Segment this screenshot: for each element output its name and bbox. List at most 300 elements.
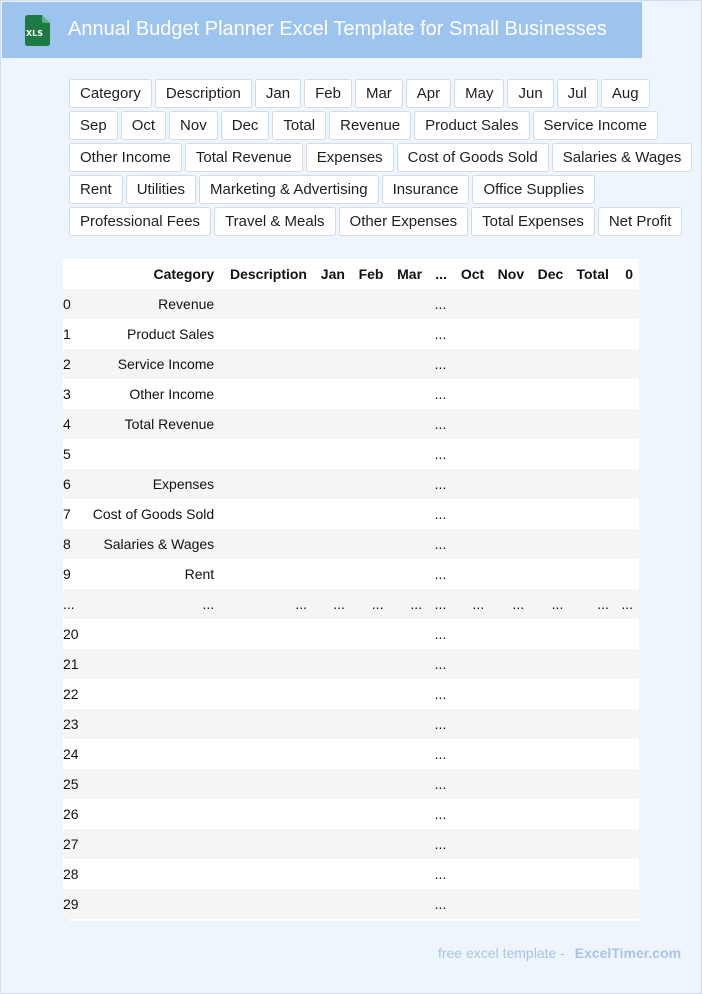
table-cell[interactable] bbox=[490, 349, 530, 379]
table-cell[interactable] bbox=[313, 859, 351, 889]
table-cell[interactable] bbox=[313, 649, 351, 679]
table-cell[interactable]: Other Income bbox=[85, 379, 221, 409]
table-cell[interactable] bbox=[490, 379, 530, 409]
table-cell[interactable] bbox=[453, 319, 490, 349]
table-cell[interactable] bbox=[490, 619, 530, 649]
table-cell[interactable] bbox=[220, 889, 313, 919]
table-cell[interactable]: ... bbox=[428, 649, 453, 679]
table-cell[interactable] bbox=[615, 739, 639, 769]
table-cell[interactable] bbox=[615, 379, 639, 409]
row-index: 9 bbox=[63, 559, 85, 589]
table-cell[interactable] bbox=[490, 649, 530, 679]
table-cell[interactable] bbox=[313, 499, 351, 529]
table-cell[interactable] bbox=[389, 469, 428, 499]
table-cell[interactable] bbox=[85, 859, 221, 889]
field-tag[interactable]: Dec bbox=[221, 111, 270, 140]
data-table-container[interactable] bbox=[63, 259, 639, 921]
field-tag[interactable]: Sep bbox=[69, 111, 118, 140]
table-cell[interactable] bbox=[530, 769, 569, 799]
table-cell[interactable] bbox=[530, 529, 569, 559]
field-tag[interactable]: Jun bbox=[507, 79, 553, 108]
table-cell[interactable] bbox=[569, 349, 615, 379]
table-cell[interactable] bbox=[351, 619, 390, 649]
table-cell[interactable]: ... bbox=[453, 589, 490, 619]
table-cell[interactable] bbox=[569, 379, 615, 409]
table-cell[interactable] bbox=[530, 319, 569, 349]
table-cell[interactable] bbox=[389, 529, 428, 559]
table-cell[interactable]: Total Revenue bbox=[85, 409, 221, 439]
table-cell[interactable] bbox=[351, 379, 390, 409]
table-cell[interactable] bbox=[530, 349, 569, 379]
field-tag[interactable]: Feb bbox=[304, 79, 352, 108]
field-tag[interactable]: Insurance bbox=[382, 175, 470, 204]
table-cell[interactable] bbox=[351, 679, 390, 709]
table-cell[interactable] bbox=[569, 499, 615, 529]
table-cell[interactable]: ... bbox=[428, 829, 453, 859]
table-cell[interactable] bbox=[615, 679, 639, 709]
field-tag[interactable]: Revenue bbox=[329, 111, 411, 140]
field-tag[interactable]: Office Supplies bbox=[472, 175, 595, 204]
table-cell[interactable] bbox=[490, 319, 530, 349]
table-cell[interactable]: ... bbox=[389, 589, 428, 619]
field-tag[interactable]: Expenses bbox=[306, 143, 394, 172]
table-cell[interactable] bbox=[490, 799, 530, 829]
table-cell[interactable]: ... bbox=[490, 589, 530, 619]
table-cell[interactable] bbox=[85, 709, 221, 739]
table-cell[interactable] bbox=[351, 559, 390, 589]
table-cell[interactable]: ... bbox=[351, 589, 390, 619]
table-cell[interactable] bbox=[569, 409, 615, 439]
table-cell[interactable] bbox=[220, 379, 313, 409]
table-cell[interactable]: ... bbox=[428, 859, 453, 889]
table-cell[interactable]: ... bbox=[428, 529, 453, 559]
field-tag[interactable]: Category bbox=[69, 79, 152, 108]
table-cell[interactable]: ... bbox=[615, 589, 639, 619]
table-cell[interactable] bbox=[220, 769, 313, 799]
row-index: 25 bbox=[63, 769, 85, 799]
field-tag[interactable]: Jul bbox=[557, 79, 598, 108]
field-tag[interactable]: Oct bbox=[121, 111, 166, 140]
table-cell[interactable] bbox=[351, 409, 390, 439]
table-cell[interactable] bbox=[530, 889, 569, 919]
field-tag[interactable]: Cost of Goods Sold bbox=[397, 143, 549, 172]
table-cell[interactable] bbox=[389, 409, 428, 439]
table-row bbox=[63, 379, 639, 409]
table-cell[interactable] bbox=[220, 409, 313, 439]
table-cell[interactable]: ... bbox=[428, 739, 453, 769]
table-cell[interactable]: ... bbox=[428, 799, 453, 829]
table-cell[interactable] bbox=[569, 619, 615, 649]
table-cell[interactable]: Product Sales bbox=[85, 319, 221, 349]
column-header: Category bbox=[85, 259, 221, 289]
table-cell[interactable] bbox=[85, 679, 221, 709]
table-cell[interactable] bbox=[490, 409, 530, 439]
field-tag[interactable]: Mar bbox=[355, 79, 403, 108]
table-cell[interactable] bbox=[313, 709, 351, 739]
table-cell[interactable] bbox=[351, 499, 390, 529]
table-cell[interactable]: Rent bbox=[85, 559, 221, 589]
table-cell[interactable] bbox=[530, 469, 569, 499]
table-cell[interactable]: ... bbox=[428, 889, 453, 919]
table-cell[interactable] bbox=[389, 319, 428, 349]
budget-table bbox=[63, 259, 639, 919]
table-row bbox=[63, 559, 639, 589]
table-cell[interactable] bbox=[615, 799, 639, 829]
table-cell[interactable] bbox=[569, 319, 615, 349]
table-cell[interactable] bbox=[220, 739, 313, 769]
table-cell[interactable]: ... bbox=[220, 589, 313, 619]
table-cell[interactable] bbox=[453, 709, 490, 739]
field-tag[interactable]: Salaries & Wages bbox=[552, 143, 693, 172]
table-cell[interactable] bbox=[389, 499, 428, 529]
field-tag[interactable]: Rent bbox=[69, 175, 123, 204]
row-index: 4 bbox=[63, 409, 85, 439]
table-cell[interactable] bbox=[389, 769, 428, 799]
table-cell[interactable] bbox=[313, 439, 351, 469]
row-index: 26 bbox=[63, 799, 85, 829]
table-cell[interactable] bbox=[313, 889, 351, 919]
field-tag[interactable]: Total Expenses bbox=[471, 207, 595, 236]
table-cell[interactable] bbox=[490, 679, 530, 709]
table-cell[interactable] bbox=[453, 559, 490, 589]
table-cell[interactable] bbox=[220, 649, 313, 679]
row-index: 23 bbox=[63, 709, 85, 739]
table-cell[interactable] bbox=[351, 769, 390, 799]
table-cell[interactable] bbox=[615, 439, 639, 469]
table-cell[interactable] bbox=[569, 859, 615, 889]
table-cell[interactable] bbox=[389, 859, 428, 889]
column-header: Total bbox=[569, 259, 615, 289]
table-cell[interactable] bbox=[569, 739, 615, 769]
table-cell[interactable] bbox=[351, 829, 390, 859]
table-cell[interactable]: ... bbox=[428, 409, 453, 439]
table-cell[interactable] bbox=[453, 379, 490, 409]
table-cell[interactable] bbox=[530, 409, 569, 439]
table-cell[interactable] bbox=[313, 739, 351, 769]
table-cell[interactable] bbox=[389, 619, 428, 649]
table-cell[interactable]: ... bbox=[530, 589, 569, 619]
row-index: 20 bbox=[63, 619, 85, 649]
table-cell[interactable] bbox=[351, 889, 390, 919]
field-tag[interactable]: May bbox=[454, 79, 504, 108]
table-row bbox=[63, 499, 639, 529]
table-cell[interactable] bbox=[220, 469, 313, 499]
table-cell[interactable] bbox=[351, 799, 390, 829]
column-header: Description bbox=[220, 259, 313, 289]
table-cell[interactable] bbox=[313, 799, 351, 829]
table-cell[interactable] bbox=[453, 619, 490, 649]
table-cell[interactable] bbox=[85, 829, 221, 859]
field-tag[interactable]: Description bbox=[155, 79, 252, 108]
table-cell[interactable] bbox=[85, 439, 221, 469]
table-cell[interactable] bbox=[220, 349, 313, 379]
table-cell[interactable]: ... bbox=[428, 379, 453, 409]
table-cell[interactable] bbox=[530, 799, 569, 829]
table-cell[interactable] bbox=[313, 409, 351, 439]
table-cell[interactable] bbox=[313, 829, 351, 859]
table-cell[interactable] bbox=[351, 289, 390, 319]
table-cell[interactable] bbox=[569, 889, 615, 919]
table-cell[interactable] bbox=[615, 319, 639, 349]
table-cell[interactable] bbox=[569, 649, 615, 679]
table-cell[interactable] bbox=[490, 529, 530, 559]
field-tag[interactable]: Jan bbox=[255, 79, 301, 108]
table-cell[interactable] bbox=[453, 529, 490, 559]
table-cell[interactable] bbox=[389, 679, 428, 709]
table-cell[interactable] bbox=[313, 769, 351, 799]
table-cell[interactable] bbox=[615, 859, 639, 889]
table-row bbox=[63, 739, 639, 769]
table-cell[interactable] bbox=[490, 439, 530, 469]
xls-icon-label: XLS bbox=[26, 29, 44, 38]
table-cell[interactable] bbox=[453, 859, 490, 889]
table-cell[interactable] bbox=[389, 379, 428, 409]
table-cell[interactable]: ... bbox=[428, 319, 453, 349]
table-cell[interactable] bbox=[615, 409, 639, 439]
row-index: 22 bbox=[63, 679, 85, 709]
table-cell[interactable] bbox=[453, 799, 490, 829]
table-cell[interactable] bbox=[569, 469, 615, 499]
table-cell[interactable] bbox=[220, 559, 313, 589]
table-cell[interactable]: ... bbox=[313, 589, 351, 619]
table-cell[interactable] bbox=[490, 709, 530, 739]
table-cell[interactable] bbox=[389, 829, 428, 859]
table-cell[interactable] bbox=[490, 499, 530, 529]
table-cell[interactable] bbox=[530, 739, 569, 769]
table-cell[interactable] bbox=[530, 859, 569, 889]
table-cell[interactable] bbox=[220, 829, 313, 859]
table-cell[interactable]: Expenses bbox=[85, 469, 221, 499]
table-cell[interactable] bbox=[615, 709, 639, 739]
table-cell[interactable] bbox=[569, 289, 615, 319]
table-cell[interactable] bbox=[453, 409, 490, 439]
field-tag[interactable]: Total bbox=[272, 111, 326, 140]
table-cell[interactable] bbox=[569, 829, 615, 859]
table-cell[interactable] bbox=[453, 289, 490, 319]
table-row bbox=[63, 409, 639, 439]
table-cell[interactable] bbox=[313, 349, 351, 379]
table-cell[interactable] bbox=[530, 709, 569, 739]
table-cell[interactable] bbox=[490, 559, 530, 589]
table-cell[interactable] bbox=[220, 679, 313, 709]
table-cell[interactable] bbox=[220, 289, 313, 319]
table-cell[interactable]: Cost of Goods Sold bbox=[85, 499, 221, 529]
field-tag[interactable]: Total Revenue bbox=[185, 143, 303, 172]
table-cell[interactable] bbox=[569, 799, 615, 829]
row-index: 21 bbox=[63, 649, 85, 679]
table-cell[interactable] bbox=[530, 379, 569, 409]
table-cell[interactable] bbox=[389, 799, 428, 829]
table-cell[interactable] bbox=[85, 739, 221, 769]
table-cell[interactable]: ... bbox=[428, 679, 453, 709]
table-cell[interactable] bbox=[351, 319, 390, 349]
table-row bbox=[63, 769, 639, 799]
table-cell[interactable] bbox=[453, 739, 490, 769]
table-cell[interactable] bbox=[220, 319, 313, 349]
table-cell[interactable] bbox=[530, 559, 569, 589]
table-cell[interactable] bbox=[351, 739, 390, 769]
table-cell[interactable]: Service Income bbox=[85, 349, 221, 379]
table-cell[interactable] bbox=[220, 499, 313, 529]
table-cell[interactable] bbox=[220, 709, 313, 739]
table-row bbox=[63, 439, 639, 469]
table-cell[interactable]: ... bbox=[428, 619, 453, 649]
field-tag[interactable]: Other Income bbox=[69, 143, 182, 172]
field-tag[interactable]: Aug bbox=[601, 79, 650, 108]
table-cell[interactable]: ... bbox=[85, 589, 221, 619]
table-cell[interactable] bbox=[85, 619, 221, 649]
table-cell[interactable] bbox=[351, 469, 390, 499]
field-tag[interactable]: Marketing & Advertising bbox=[199, 175, 379, 204]
table-cell[interactable] bbox=[530, 499, 569, 529]
field-tag[interactable]: Nov bbox=[169, 111, 218, 140]
table-cell[interactable] bbox=[615, 649, 639, 679]
table-cell[interactable] bbox=[615, 289, 639, 319]
table-cell[interactable] bbox=[85, 649, 221, 679]
table-cell[interactable]: ... bbox=[569, 589, 615, 619]
table-cell[interactable] bbox=[220, 799, 313, 829]
table-cell[interactable]: ... bbox=[428, 349, 453, 379]
table-cell[interactable] bbox=[530, 289, 569, 319]
table-cell[interactable] bbox=[569, 439, 615, 469]
table-cell[interactable] bbox=[490, 769, 530, 799]
table-cell[interactable] bbox=[490, 889, 530, 919]
row-index: 7 bbox=[63, 499, 85, 529]
table-cell[interactable]: ... bbox=[428, 769, 453, 799]
row-index: 27 bbox=[63, 829, 85, 859]
field-tag[interactable]: Travel & Meals bbox=[214, 207, 335, 236]
table-cell[interactable] bbox=[615, 889, 639, 919]
table-cell[interactable] bbox=[453, 499, 490, 529]
table-cell[interactable] bbox=[490, 739, 530, 769]
field-tag[interactable]: Other Expenses bbox=[339, 207, 469, 236]
table-cell[interactable]: ... bbox=[428, 289, 453, 319]
table-cell[interactable] bbox=[351, 709, 390, 739]
footer-brand-link[interactable]: ExcelTimer.com bbox=[574, 945, 682, 961]
table-cell[interactable] bbox=[490, 859, 530, 889]
table-cell[interactable] bbox=[569, 679, 615, 709]
table-cell[interactable] bbox=[351, 439, 390, 469]
table-cell[interactable] bbox=[530, 679, 569, 709]
table-row bbox=[63, 679, 639, 709]
field-tag[interactable]: Net Profit bbox=[598, 207, 683, 236]
field-tag[interactable]: Utilities bbox=[126, 175, 196, 204]
table-cell[interactable] bbox=[389, 289, 428, 319]
table-cell[interactable] bbox=[389, 889, 428, 919]
table-cell[interactable] bbox=[453, 649, 490, 679]
table-cell[interactable] bbox=[569, 529, 615, 559]
table-cell[interactable] bbox=[313, 559, 351, 589]
table-cell[interactable]: Revenue bbox=[85, 289, 221, 319]
table-cell[interactable] bbox=[453, 679, 490, 709]
table-cell[interactable] bbox=[453, 469, 490, 499]
field-tag[interactable]: Professional Fees bbox=[69, 207, 211, 236]
table-cell[interactable] bbox=[389, 739, 428, 769]
table-row bbox=[63, 829, 639, 859]
table-cell[interactable] bbox=[313, 289, 351, 319]
table-cell[interactable] bbox=[490, 469, 530, 499]
column-header bbox=[63, 259, 85, 289]
table-cell[interactable] bbox=[220, 529, 313, 559]
page-title: Annual Budget Planner Excel Template for Small Businesses bbox=[68, 18, 607, 40]
table-cell[interactable] bbox=[220, 439, 313, 469]
footer-prefix: free excel template - bbox=[438, 945, 565, 961]
table-cell[interactable]: Salaries & Wages bbox=[85, 529, 221, 559]
table-cell[interactable] bbox=[615, 529, 639, 559]
table-cell[interactable] bbox=[453, 829, 490, 859]
table-cell[interactable]: ... bbox=[428, 559, 453, 589]
table-cell[interactable] bbox=[530, 649, 569, 679]
table-cell[interactable] bbox=[453, 439, 490, 469]
table-cell[interactable] bbox=[615, 559, 639, 589]
table-body bbox=[63, 289, 639, 919]
table-cell[interactable] bbox=[615, 769, 639, 799]
table-cell[interactable] bbox=[220, 619, 313, 649]
table-cell[interactable] bbox=[569, 769, 615, 799]
table-row bbox=[63, 319, 639, 349]
field-tag[interactable]: Apr bbox=[406, 79, 451, 108]
table-cell[interactable] bbox=[351, 649, 390, 679]
table-cell[interactable]: ... bbox=[428, 439, 453, 469]
field-tag[interactable]: Product Sales bbox=[414, 111, 529, 140]
table-cell[interactable] bbox=[313, 469, 351, 499]
table-cell[interactable] bbox=[389, 709, 428, 739]
table-cell[interactable] bbox=[530, 619, 569, 649]
table-cell[interactable] bbox=[220, 859, 313, 889]
row-index: 28 bbox=[63, 859, 85, 889]
table-cell[interactable] bbox=[313, 619, 351, 649]
table-cell[interactable] bbox=[85, 799, 221, 829]
table-cell[interactable] bbox=[615, 499, 639, 529]
table-cell[interactable] bbox=[490, 289, 530, 319]
table-cell[interactable] bbox=[85, 889, 221, 919]
table-cell[interactable] bbox=[351, 529, 390, 559]
table-cell[interactable] bbox=[453, 769, 490, 799]
table-cell[interactable] bbox=[453, 889, 490, 919]
table-cell[interactable] bbox=[569, 559, 615, 589]
table-cell[interactable] bbox=[615, 619, 639, 649]
table-cell[interactable] bbox=[530, 829, 569, 859]
table-cell[interactable] bbox=[615, 829, 639, 859]
table-cell[interactable]: ... bbox=[428, 709, 453, 739]
table-cell[interactable] bbox=[313, 379, 351, 409]
table-cell[interactable] bbox=[615, 469, 639, 499]
table-cell[interactable] bbox=[85, 769, 221, 799]
table-cell[interactable] bbox=[389, 559, 428, 589]
table-cell[interactable] bbox=[389, 439, 428, 469]
table-cell[interactable]: ... bbox=[428, 499, 453, 529]
table-cell[interactable]: ... bbox=[428, 469, 453, 499]
table-cell[interactable] bbox=[453, 349, 490, 379]
table-cell[interactable] bbox=[615, 349, 639, 379]
column-header: Nov bbox=[490, 259, 530, 289]
table-cell[interactable] bbox=[313, 679, 351, 709]
table-cell[interactable] bbox=[389, 349, 428, 379]
table-cell[interactable] bbox=[313, 529, 351, 559]
table-cell[interactable] bbox=[351, 859, 390, 889]
table-cell[interactable]: ... bbox=[428, 589, 453, 619]
table-cell[interactable] bbox=[490, 829, 530, 859]
row-index: 29 bbox=[63, 889, 85, 919]
field-tag-list bbox=[69, 79, 695, 236]
table-cell[interactable] bbox=[569, 709, 615, 739]
table-cell[interactable] bbox=[389, 649, 428, 679]
table-cell[interactable] bbox=[351, 349, 390, 379]
table-cell[interactable] bbox=[313, 319, 351, 349]
table-cell[interactable] bbox=[530, 439, 569, 469]
field-tag[interactable]: Service Income bbox=[533, 111, 658, 140]
table-header-row bbox=[63, 259, 639, 289]
